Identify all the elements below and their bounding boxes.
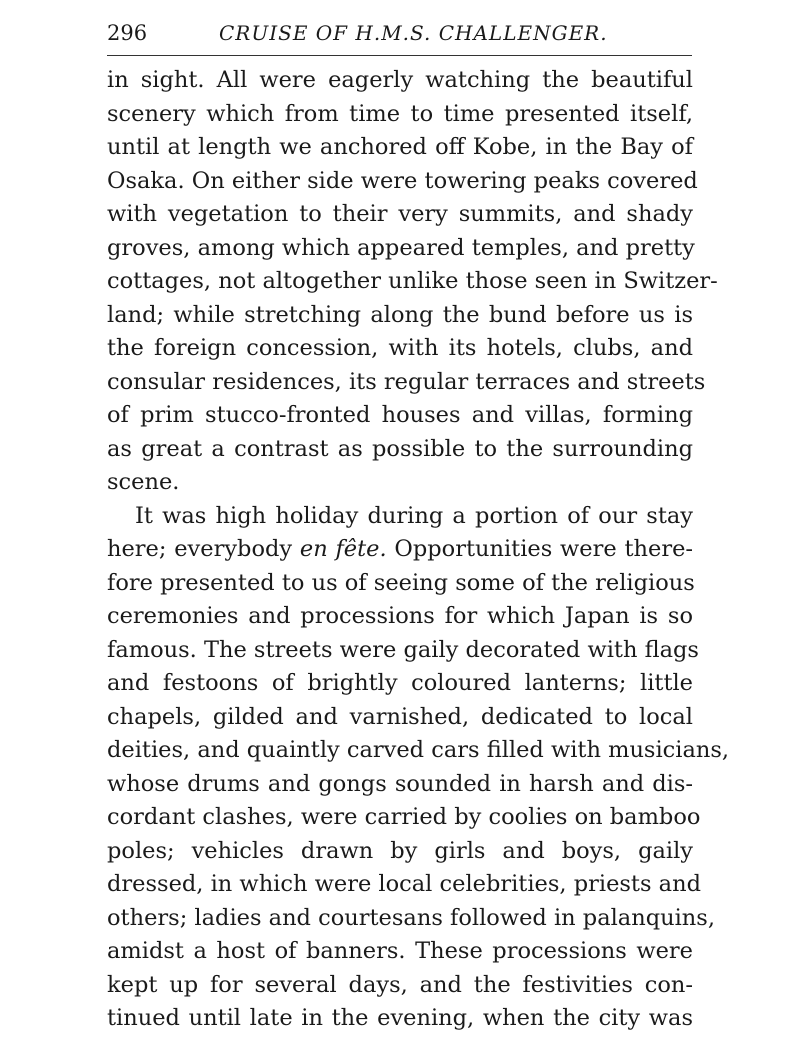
text-line: consular residences, its regular terraces and streets [107,368,706,395]
text-line: the foreign concession, with its hotels, clubs, and [107,335,693,361]
text-line: until at length we anchored off Kobe, in the Bay of [107,134,693,160]
line-part: Opportunities were there- [394,536,693,562]
text-line: scenery which from time to time presented itself, [107,100,693,127]
text-line: It was high holiday during a portion of our stay [135,502,693,529]
text-line: amidst a host of banners. These processions were [107,938,693,964]
text-line: whose drums and gongs sounded in harsh and dis- [107,770,693,797]
body-text [107,64,730,1036]
text-line: famous. The streets were gaily decorated with flags [107,636,699,663]
line-part: here; everybody [107,536,293,562]
text-line: land; while stretching along the bund before us is [107,301,693,328]
text-line: cordant clashes, were carried by coolies on bamboo [107,804,701,830]
text-line: in sight. All were eagerly watching the beautiful [107,67,693,93]
text-line: deities, and quaintly carved cars filled with musicians, [107,737,730,763]
text-line: poles; vehicles drawn by girls and boys, gaily [107,837,693,864]
text-line: Osaka. On either side were towering peaks covered [107,167,698,194]
text-line: groves, among which appeared temples, and pretty [107,234,695,261]
text-line: kept up for several days, and the festivities con- [107,971,693,998]
page-number: 296 [107,21,148,45]
italic-phrase: en fête. [299,536,387,562]
text-line: ceremonies and processions for which Japan is so [107,603,693,629]
text-line: tinued until late in the evening, when the city was [107,1005,693,1031]
running-title: CRUISE OF H.M.S. CHALLENGER. [219,21,608,45]
text-line: chapels, gilded and varnished, dedicated to local [107,703,693,730]
text-line [107,533,693,567]
text-line: others; ladies and courtesans followed in palanquins, [107,904,715,931]
text-line: scene. [107,469,180,495]
text-line: and festoons of brightly coloured lanterns; little [107,670,693,696]
text-line: dressed, in which were local celebrities, priests and [107,871,701,897]
text-line: cottages, not altogether unlike those seen in Switzer- [107,268,718,294]
text-line: of prim stucco-fronted houses and villas, forming [107,402,693,428]
text-line: with vegetation to their very summits, and shady [107,201,693,227]
page-header [107,18,692,52]
header-rule [107,55,692,56]
text-line: fore presented to us of seeing some of the religious [107,569,695,596]
text-line: as great a contrast as possible to the surrounding [107,435,693,462]
